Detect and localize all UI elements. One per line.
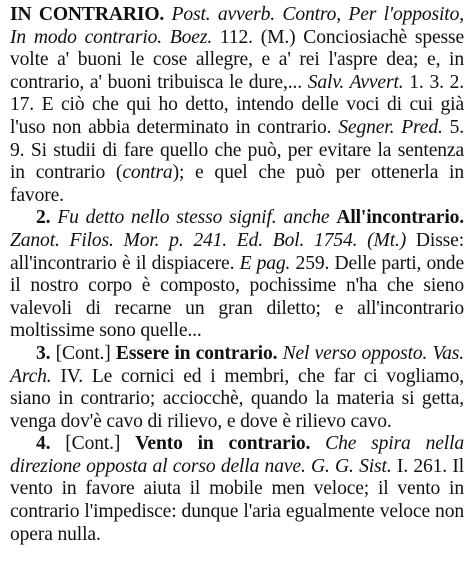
contributor-tag: [Cont.]	[55, 342, 111, 364]
citation-source: Salv. Avvert.	[307, 71, 404, 93]
contributor-tag: [Cont.]	[65, 433, 121, 455]
citation-text: ); e quel che può per ottenerla in favore.	[10, 162, 464, 206]
definition: Post. avverb. Contro, Per l'opposito, In modo contrario.	[10, 4, 464, 48]
citation-text: 259. Delle parti, onde il nostro corpo è composto, pochissime n'ha che sieno valevoli di recarne un gran diletto; e all'incontrario moltissime sono quelle...	[10, 252, 465, 342]
citation-text: 112. (M.) Conciosiachè spesse volte a' buoni le cose allegre, e a' rei l'aspre dea; e, in contrario, a' buoni tribuisca le dure,...	[10, 26, 465, 93]
citation-text: 1. 3. 2. 17. E ciò che qui ho detto, intendo delle voci di cui già l'uso non abbia determinato in contrario.	[10, 71, 465, 138]
sense-number: 2.	[36, 207, 51, 229]
sense-note: Fu detto nello stesso signif. anche	[57, 207, 330, 229]
entry-sense-2	[10, 207, 464, 343]
sense-number: 3.	[36, 342, 51, 364]
entry-sense-4	[10, 433, 464, 546]
entry-sense-3	[10, 343, 464, 433]
citation-text: I. 261. Il vento in favore aiuta il mobile men veloce; il vento in contrario l'impedisce: dunque l'aria egualmente veloce non opera nulla.	[10, 455, 464, 545]
definition: Che spira nella direzione opposta al corso della nave. G. G. Sist.	[10, 433, 465, 477]
subheadword: All'incontrario.	[336, 207, 465, 229]
latin-gloss: contra	[122, 162, 173, 184]
citation-text: Disse: all'incontrario è il dispiacere.	[10, 229, 464, 274]
citation-source: Boez.	[169, 26, 213, 48]
citation-text: Le cornici ed i membri, che far ci vogliamo, siano in contrario; acciocchè, quando la materia si getta, venga dov'è cavo di rilievo, e dove è rilievo cavo.	[10, 365, 464, 432]
subheadword: Vento in contrario.	[135, 433, 311, 455]
subheadword: Essere in contrario.	[115, 342, 278, 364]
definition: Nel verso opposto. Vas. Arch.	[10, 342, 465, 387]
citation-source: Segner. Pred.	[338, 116, 443, 138]
sense-number: 4.	[36, 433, 51, 455]
headword: IN CONTRARIO.	[10, 4, 165, 25]
roman-numeral: IV.	[60, 365, 83, 387]
citation-text: 5. 9. Si studii di fare quello che può, per evitare la sentenza in contrario (	[10, 116, 465, 184]
entry-in-contrario	[10, 4, 464, 207]
citation-source: E pag.	[239, 252, 291, 274]
citation-source: Zanot. Filos. Mor. p. 241. Ed. Bol. 1754. (Mt.)	[10, 229, 407, 251]
